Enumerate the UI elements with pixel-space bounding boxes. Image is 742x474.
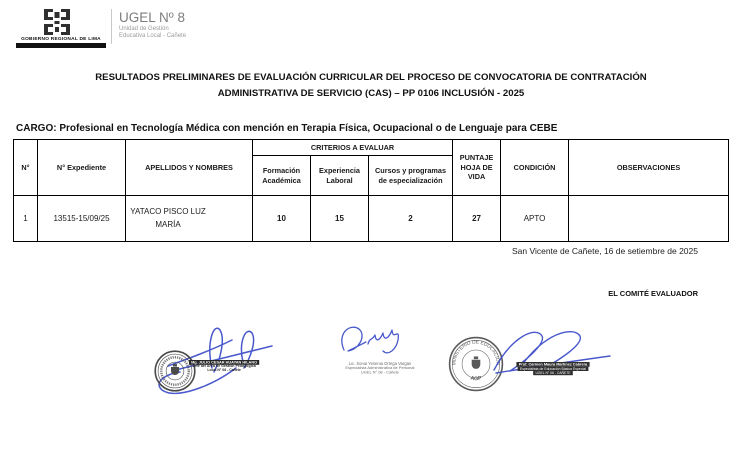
col-header-n: N° bbox=[14, 140, 38, 196]
signer-role-2: Especialista Administrativa de Personal bbox=[345, 366, 415, 371]
signer-stamp-text-1 bbox=[183, 360, 265, 380]
signature-block-3 bbox=[444, 326, 614, 406]
signer-role-3: Especialista de Educación Básica Especial bbox=[518, 367, 589, 371]
col-header-observaciones: OBSERVACIONES bbox=[569, 140, 729, 196]
signature-ink-2 bbox=[316, 318, 444, 362]
signer-org-3: UGEL N° 08 - CAÑETE bbox=[533, 371, 573, 375]
committee-label: EL COMITÉ EVALUADOR bbox=[608, 289, 698, 298]
letterhead-black-bar bbox=[16, 43, 106, 48]
col-group-criterios: CRITERIOS A EVALUAR bbox=[253, 140, 453, 156]
signature-block-1 bbox=[140, 312, 290, 407]
document-title-line2: ADMINISTRATIVA DE SERVICIO (CAS) – PP 0106 INCLUSIÓN - 2025 bbox=[217, 88, 525, 99]
signer-org-1: Local N° 08 - Cañete bbox=[207, 368, 241, 372]
regional-government-emblem-icon bbox=[38, 8, 76, 37]
cell-apellidos: YATACO PISCO LUZ MARÍA bbox=[126, 196, 253, 242]
col-header-apellidos: APELLIDOS Y NOMBRES bbox=[126, 140, 253, 196]
signer-org-2: UGEL N° 08 - Cañete bbox=[360, 370, 399, 375]
col-header-formacion: Formación Académica bbox=[253, 156, 311, 196]
table-row bbox=[14, 196, 729, 242]
cell-n: 1 bbox=[14, 196, 38, 242]
ugel-title: UGEL Nº 8 bbox=[119, 10, 185, 25]
cargo-line: CARGO: Profesional en Tecnología Médica con mención en Terapia Física, Ocupacional o de Lenguaje para CEBE bbox=[16, 123, 558, 134]
seal-bottom-text: AGP bbox=[469, 375, 483, 383]
signature-block-2 bbox=[316, 318, 444, 398]
cell-puntaje: 27 bbox=[453, 196, 501, 242]
results-table bbox=[13, 139, 729, 242]
cell-expediente: 13515-15/09/25 bbox=[38, 196, 126, 242]
cell-formacion: 10 bbox=[253, 196, 311, 242]
org-name: GOBIERNO REGIONAL DE LIMA bbox=[21, 36, 101, 42]
date-line: San Vicente de Cañete, 16 de setiembre de 2025 bbox=[511, 246, 698, 256]
document-title-line1: RESULTADOS PRELIMINARES DE EVALUACIÓN CURRICULAR DEL PROCESO DE CONVOCATORIA DE CONTRATACIÓN bbox=[95, 72, 647, 83]
ugel-subtitle-line1: Unidad de Gestión bbox=[119, 26, 169, 32]
col-header-cursos: Cursos y programas de especialización bbox=[369, 156, 453, 196]
letterhead-divider bbox=[111, 9, 112, 44]
signer-name-2: Lic. Sonia Yesenia Ortega Vargas bbox=[348, 362, 412, 367]
signer-stamp-text-3 bbox=[496, 362, 610, 384]
col-header-condicion: CONDICIÓN bbox=[501, 140, 569, 196]
cell-observaciones bbox=[569, 196, 729, 242]
signer-name-1: Mg. JULIO CESAR HUAYAN HILANO bbox=[189, 360, 260, 365]
seal-ring-text: MINISTERIO DE EDUCACIÓN bbox=[452, 340, 500, 366]
results-table-container bbox=[13, 139, 729, 242]
col-header-puntaje: PUNTAJE HOJA DE VIDA bbox=[453, 140, 501, 196]
cell-experiencia: 15 bbox=[311, 196, 369, 242]
signer-name-3: Prof. Carmen Maura Martínez Cabrera bbox=[516, 362, 589, 367]
cell-condicion: APTO bbox=[501, 196, 569, 242]
cell-cursos: 2 bbox=[369, 196, 453, 242]
col-header-expediente: N° Expediente bbox=[38, 140, 126, 196]
ugel-subtitle-line2: Educativa Local - Cañete bbox=[119, 33, 187, 39]
col-header-experiencia: Experiencia Laboral bbox=[311, 156, 369, 196]
signer-role-1: Jefe del Área de Gestión Pedagógica bbox=[192, 364, 256, 369]
signer-stamp-text-2 bbox=[316, 362, 444, 383]
